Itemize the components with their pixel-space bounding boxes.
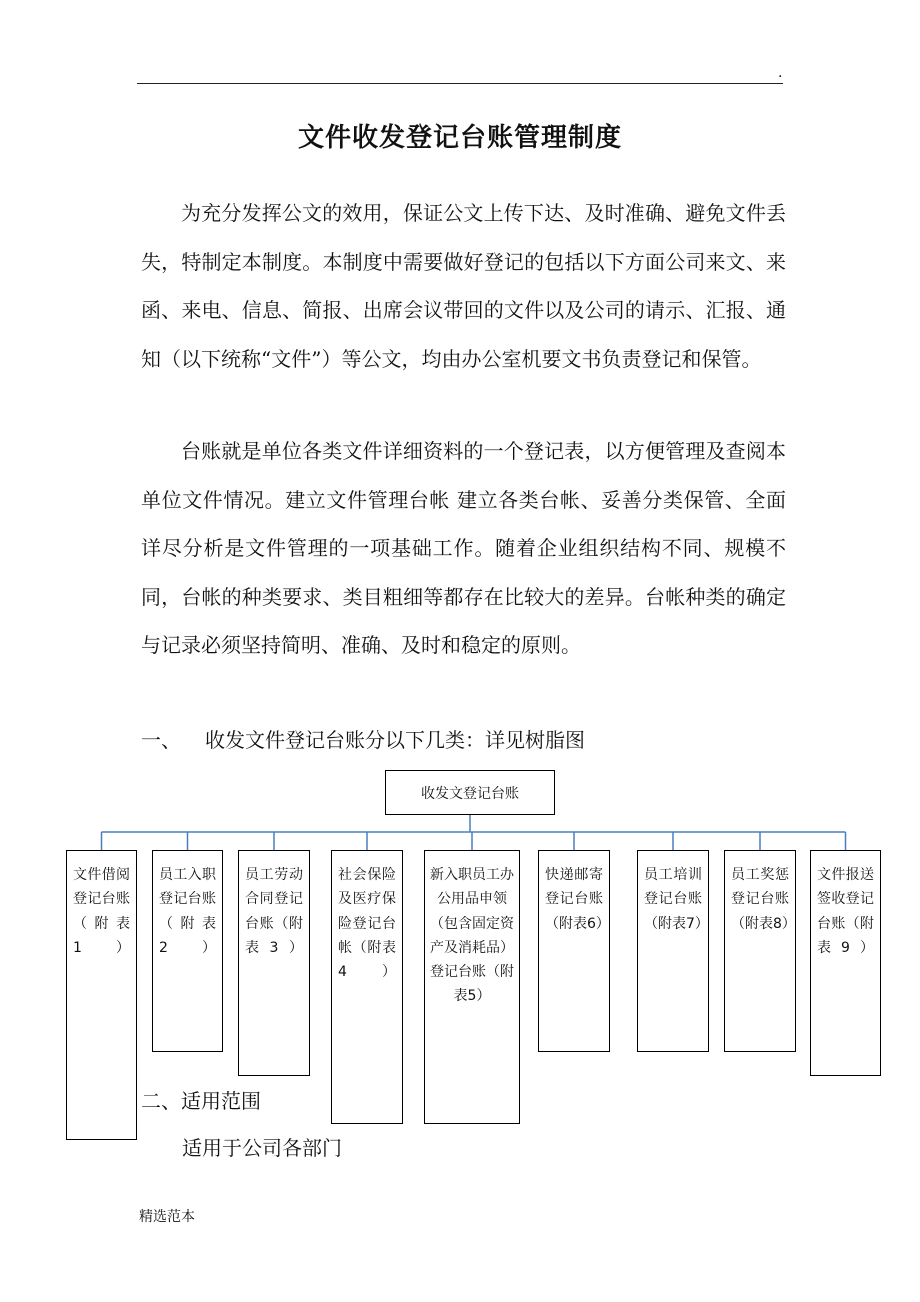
section-two-heading: 二、适用范围 bbox=[141, 1089, 261, 1113]
section-one-number: 一、 bbox=[141, 728, 181, 752]
scope-text: 适用于公司各部门 bbox=[182, 1136, 342, 1160]
tree-leaf-box: 员工入职登记台账（附表2） bbox=[152, 850, 223, 1052]
tree-root-box: 收发文登记台账 bbox=[385, 770, 555, 815]
document-title: 文件收发登记台账管理制度 bbox=[297, 123, 622, 153]
tree-leaf-box: 新入职员工办公用品申领（包含固定资产及消耗品）登记台账（附表5） bbox=[424, 850, 520, 1124]
tree-leaf-box: 员工劳动合同登记台账（附表3） bbox=[238, 850, 310, 1076]
tree-leaf-box: 文件报送签收登记台账（附表9） bbox=[810, 850, 881, 1076]
tree-leaf-box: 员工奖惩登记台账（附表8） bbox=[724, 850, 796, 1052]
tree-leaf-box: 快递邮寄登记台账（附表6） bbox=[538, 850, 610, 1052]
tree-leaf-box: 社会保险及医疗保险登记台帐（附表4） bbox=[331, 850, 403, 1124]
header-dot: . bbox=[778, 65, 783, 81]
paragraph-ledger-definition: 台账就是单位各类文件详细资料的一个登记表，以方便管理及查阅本单位文件情况。建立文件管理台帐 建立各类台帐、妥善分类保管、全面详尽分析是文件管理的一项基础工作。随着企业组织结构不同、规模不同，台帐的种类要求、类目粗细等都存在比较大的差异。台帐种类的确定与记录必须坚持简明、准确、及时和稳定的原则。 bbox=[141, 439, 786, 658]
paragraph-purpose: 为充分发挥公文的效用，保证公文上传下达、及时准确、避免文件丢失，特制定本制度。本制度中需要做好登记的包括以下方面公司来文、来函、来电、信息、简报、出席会议带回的文件以及公司的请示、汇报、通知（以下统称“文件”）等公文，均由办公室机要文书负责登记和保管。 bbox=[141, 201, 786, 371]
section-one-text: 收发文件登记台账分以下几类：详见树脂图 bbox=[205, 728, 585, 752]
tree-leaf-box: 员工培训登记台账（附表7） bbox=[637, 850, 709, 1052]
footer-text: 精选范本 bbox=[139, 1209, 195, 1225]
tree-leaf-box: 文件借阅登记台账（附表1） bbox=[66, 850, 137, 1140]
